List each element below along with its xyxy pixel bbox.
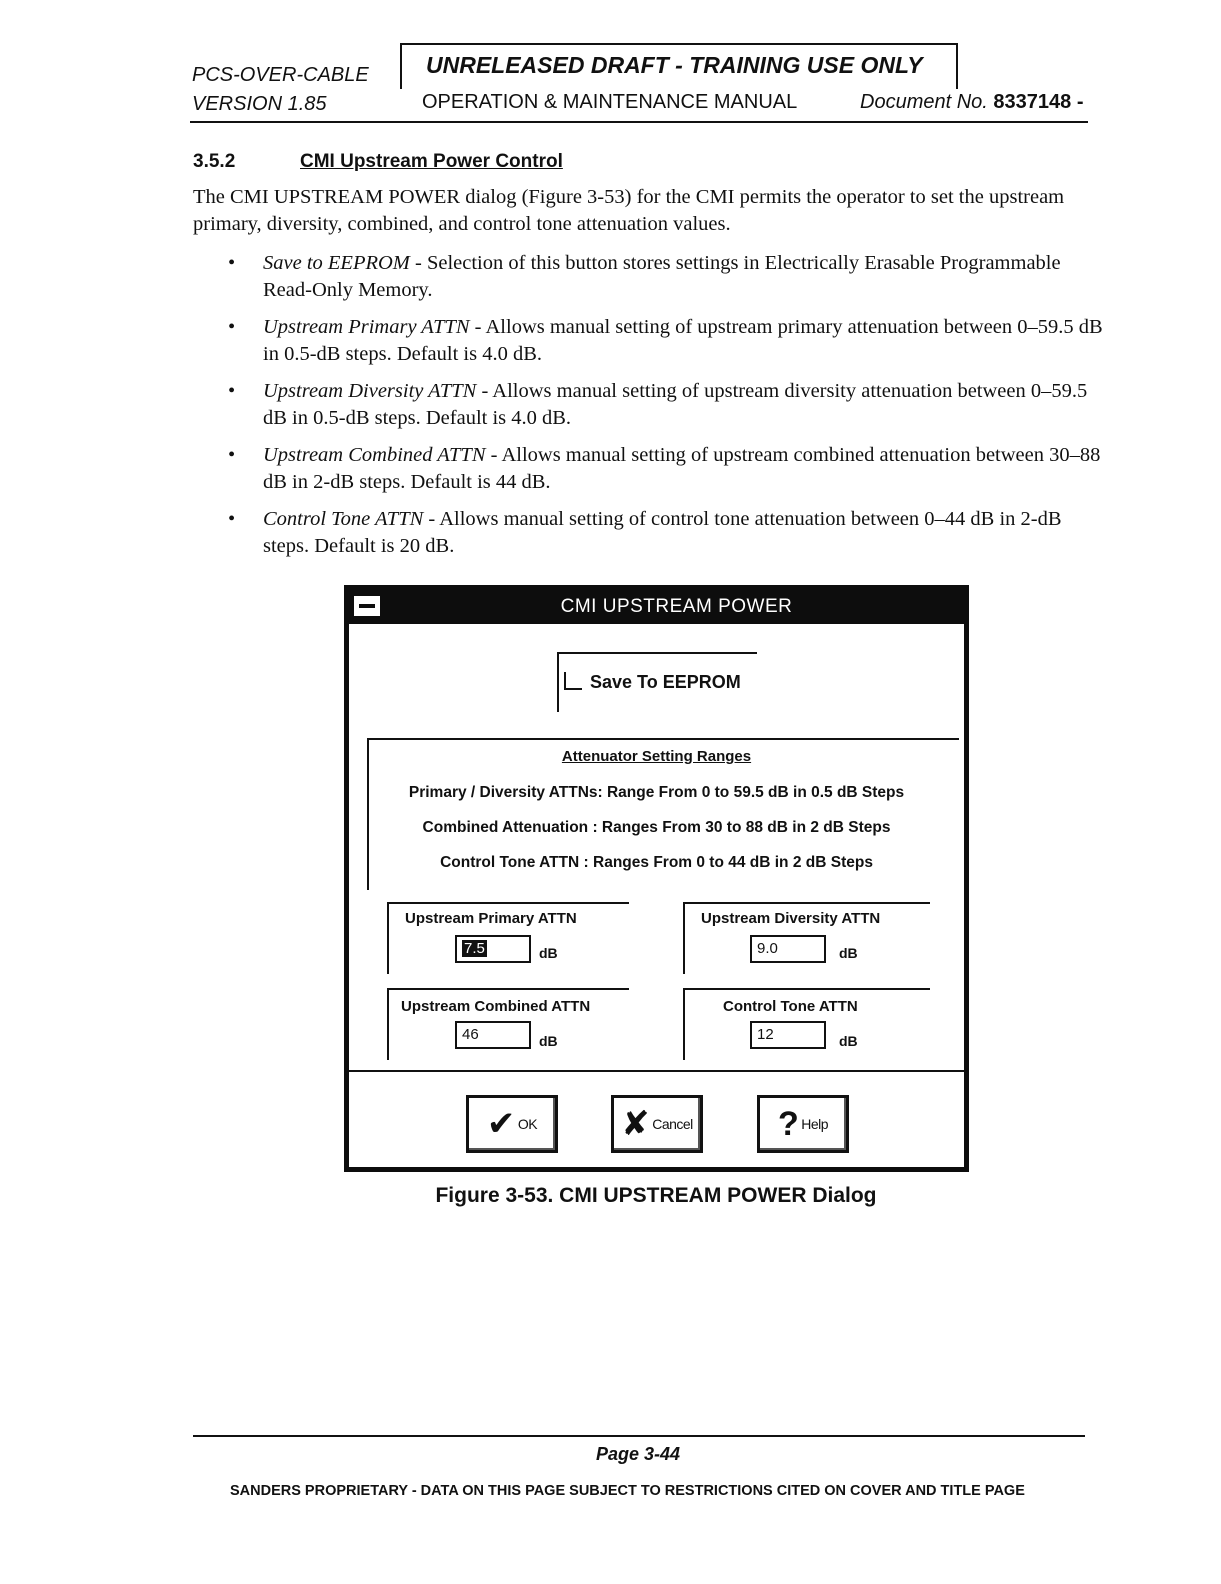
ranges-line-control-tone: Control Tone ATTN : Ranges From 0 to 44 dB in 2 dB Steps [440,854,873,871]
bullet-term: Control Tone ATTN [263,508,424,530]
bullet-text: - Allows manual setting of upstream primary attenuation between 0–59.5 dB in 0.5-dB steps. Default is 4.0 dB. [263,316,1103,365]
list-item: • Upstream Primary ATTN - Allows manual setting of upstream primary attenuation between 0–59.5 dB in 0.5-dB steps. Default is 4.0 dB. [228,316,1103,365]
dialog-titlebar [349,590,964,624]
bullet-term: Upstream Combined ATTN [263,444,486,466]
section-number: 3.5.2 [193,151,236,172]
bullet-text: - Selection of this button stores settings in Electrically Erasable Programmable Read-Only Memory. [263,252,1061,301]
combined-attn-unit: dB [539,1033,558,1049]
combined-attn-label: Upstream Combined ATTN [401,998,591,1015]
control-tone-attn-input[interactable] [750,1021,826,1049]
combined-attn-value: 46 [462,1026,479,1043]
header-divider [190,121,1088,123]
document-number-value: 8337148 - [993,91,1084,113]
bullet-text: - Allows manual setting of upstream combined attenuation between 30–88 dB in 2-dB steps. Default is 44 dB. [263,444,1101,493]
diversity-attn-unit: dB [839,945,858,961]
product-version: VERSION 1.85 [192,93,327,115]
bullet-term: Save to EEPROM [263,252,410,274]
diversity-attn-label: Upstream Diversity ATTN [701,910,881,927]
combined-attn-input[interactable] [455,1021,531,1049]
primary-attn-value: 7.5 [464,940,485,957]
list-item: • Upstream Combined ATTN - Allows manual setting of upstream combined attenuation between 30–88 dB in 2-dB steps. Default is 44 dB. [228,444,1101,493]
draft-notice: UNRELEASED DRAFT - TRAINING USE ONLY [426,52,923,78]
document-number [860,91,1083,114]
cross-icon: ✘ [621,1105,650,1143]
primary-attn-unit: dB [539,945,558,961]
bullet-list [228,250,1108,570]
bullet-text: - Allows manual setting of upstream diversity attenuation between 0–59.5 dB in 0.5-dB steps. Default is 4.0 dB. [263,380,1088,429]
document-number-label: Document No. [860,91,988,113]
save-eeprom-checkbox[interactable] [564,672,741,693]
control-tone-attn-unit: dB [839,1033,858,1049]
checkmark-icon: ✔ [486,1105,515,1143]
system-menu-icon[interactable] [352,594,382,618]
dialog-title: CMI UPSTREAM POWER [560,596,793,617]
button-row-separator [349,1070,964,1072]
ranges-title: Attenuator Setting Ranges [561,748,752,765]
page-number: Page 3-44 [595,1444,681,1464]
product-name: PCS-OVER-CABLE [192,64,369,86]
footer-divider [193,1435,1085,1437]
control-tone-attn-value: 12 [757,1026,774,1043]
bullet-term: Upstream Diversity ATTN [263,380,477,402]
list-item: • Control Tone ATTN - Allows manual setting of control tone attenuation between 0–44 dB in 2-dB steps. Default is 20 dB. [228,508,1062,557]
help-button[interactable] [757,1095,849,1153]
question-mark-icon: ? [777,1105,799,1143]
help-label: Help [801,1116,829,1132]
section-intro: The CMI UPSTREAM POWER dialog (Figure 3-53) for the CMI permits the operator to set the upstream primary, diversity, combined, and control tone attenuation values. [193,186,1065,235]
proprietary-notice: SANDERS PROPRIETARY - DATA ON THIS PAGE SUBJECT TO RESTRICTIONS CITED ON COVER AND TITLE PAGE [230,1483,1025,1499]
control-tone-attn-label: Control Tone ATTN [723,998,858,1015]
list-item: • Save to EEPROM - Selection of this button stores settings in Electrically Erasable Programmable Read-Only Memory. [228,252,1061,301]
checkbox-icon[interactable] [564,672,582,690]
diversity-attn-input[interactable] [750,935,826,963]
ok-label: OK [517,1116,538,1132]
diversity-attn-value: 9.0 [757,940,778,957]
primary-attn-label: Upstream Primary ATTN [405,910,577,927]
bullet-text: - Allows manual setting of control tone attenuation between 0–44 dB in 2-dB steps. Default is 20 dB. [263,508,1062,557]
figure-caption: Figure 3-53. CMI UPSTREAM POWER Dialog [435,1184,877,1207]
cancel-label: Cancel [652,1116,693,1132]
cmi-upstream-power-dialog [344,585,969,1172]
ranges-line-combined: Combined Attenuation : Ranges From 30 to 88 dB in 2 dB Steps [422,819,891,836]
bullet-term: Upstream Primary ATTN [263,316,470,338]
cancel-button[interactable] [611,1095,703,1153]
save-eeprom-label: Save To EEPROM [590,672,741,692]
section-title: CMI Upstream Power Control [300,151,563,172]
ranges-line-primary-diversity: Primary / Diversity ATTNs: Range From 0 to 59.5 dB in 0.5 dB Steps [408,784,905,801]
primary-attn-input[interactable] [455,935,531,963]
list-item: • Upstream Diversity ATTN - Allows manual setting of upstream diversity attenuation between 0–59.5 dB in 0.5-dB steps. Default is 4.0 dB. [228,380,1088,429]
manual-title: OPERATION & MAINTENANCE MANUAL [422,91,798,113]
ok-button[interactable] [466,1095,558,1153]
